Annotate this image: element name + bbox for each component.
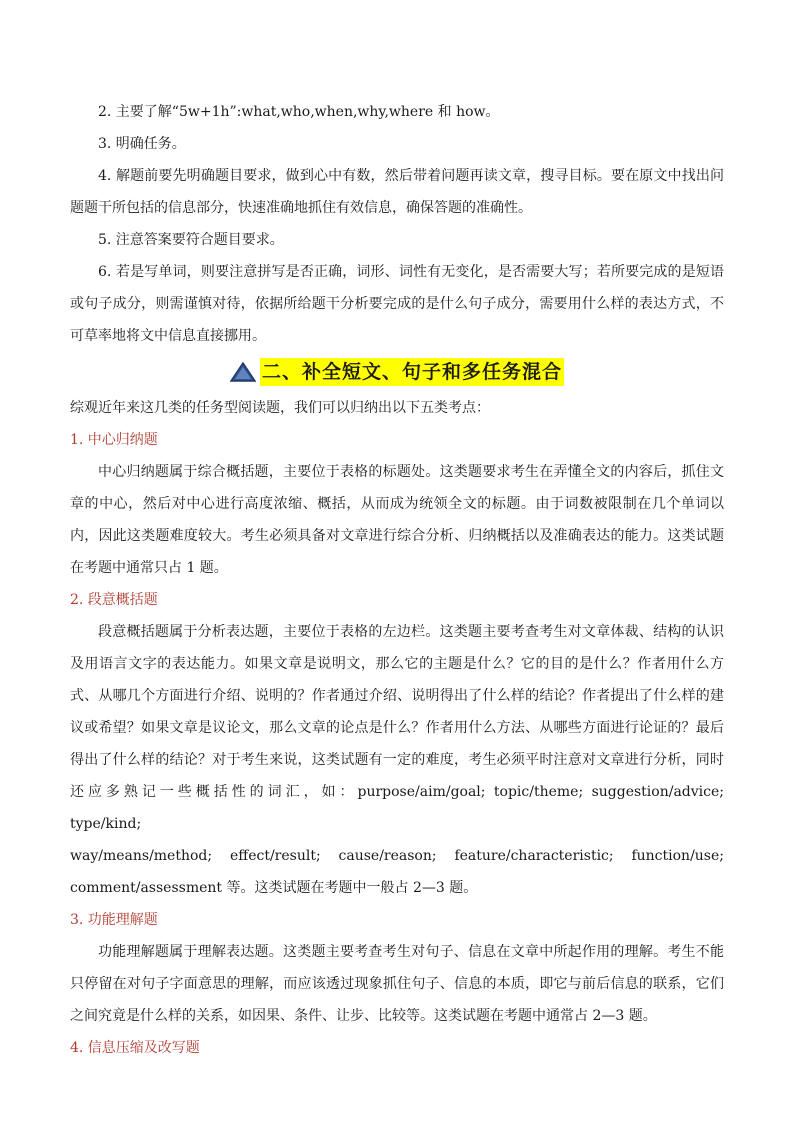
intro-paragraph: 综观近年来这几类的任务型阅读题，我们可以归纳出以下五类考点： [70, 400, 490, 416]
list-item-6: 6. 若是写单词，则要注意拼写是否正确，词形、词性有无变化，是否需要大写；若所要完成的是短语或句子成分，则需谨慎对待，依据所给题干分析要完成的是什么句子成分，需要用什么样的表达方式，不可草率地将文中信息直接挪用。 [70, 264, 724, 344]
list-item-5: 5. 注意答案要符合题目要求。 [98, 232, 284, 248]
section-heading [70, 354, 724, 390]
list-item-3: 3. 明确任务。 [98, 136, 186, 152]
document-body [70, 96, 724, 1064]
triangle-icon [230, 362, 256, 382]
point-heading-4: 4. 信息压缩及改写题 [70, 1040, 200, 1056]
point-heading-1: 1. 中心归纳题 [70, 432, 158, 448]
point-body-2b: way/means/method; effect/result; cause/reason; feature/characteristic; function/use; comment/assessment 等。这类试题在考题中一般占 2—3 题。 [70, 848, 724, 896]
point-body-2a: 段意概括题属于分析表达题，主要位于表格的左边栏。这类题主要考查考生对文章体裁、结构的认识及用语言文字的表达能力。如果文章是说明文，那么它的主题是什么？它的目的是什么？作者用什么方式、从哪几个方面进行介绍、说明的？作者通过介绍、说明得出了什么样的结论？作者提出了什么样的建议或希望？如果文章是议论文，那么文章的论点是什么？作者用什么方法、从哪些方面进行论证的？最后得出了什么样的结论？对于考生来说，这类试题有一定的难度，考生必须平时注意对文章进行分析，同时还应多熟记一些概括性的词汇，如：purpose/aim/goal; topic/theme; suggestion/advice; type/kind; [70, 624, 724, 832]
list-item-2: 2. 主要了解“5w+1h”:what,who,when,why,where 和 how。 [98, 104, 500, 120]
point-heading-2: 2. 段意概括题 [70, 592, 158, 608]
section-title: 二、补全短文、句子和多任务混合 [260, 358, 564, 386]
list-item-4: 4. 解题前要先明确题目要求，做到心中有数，然后带着问题再读文章，搜寻目标。要在原文中找出问题题干所包括的信息部分，快速准确地抓住有效信息，确保答题的准确性。 [70, 168, 724, 216]
point-body-1: 中心归纳题属于综合概括题，主要位于表格的标题处。这类题要求考生在弄懂全文的内容后，抓住文章的中心，然后对中心进行高度浓缩、概括，从而成为统领全文的标题。由于词数被限制在几个单词以内，因此这类题难度较大。考生必须具备对文章进行综合分析、归纳概括以及准确表达的能力。这类试题在考题中通常只占 1 题。 [70, 464, 724, 576]
point-heading-3: 3. 功能理解题 [70, 912, 158, 928]
point-body-3: 功能理解题属于理解表达题。这类题主要考查考生对句子、信息在文章中所起作用的理解。考生不能只停留在对句子字面意思的理解，而应该透过现象抓住句子、信息的本质，即它与前后信息的联系，它们之间究竟是什么样的关系，如因果、条件、让步、比较等。这类试题在考题中通常占 2—3 题。 [70, 944, 724, 1024]
